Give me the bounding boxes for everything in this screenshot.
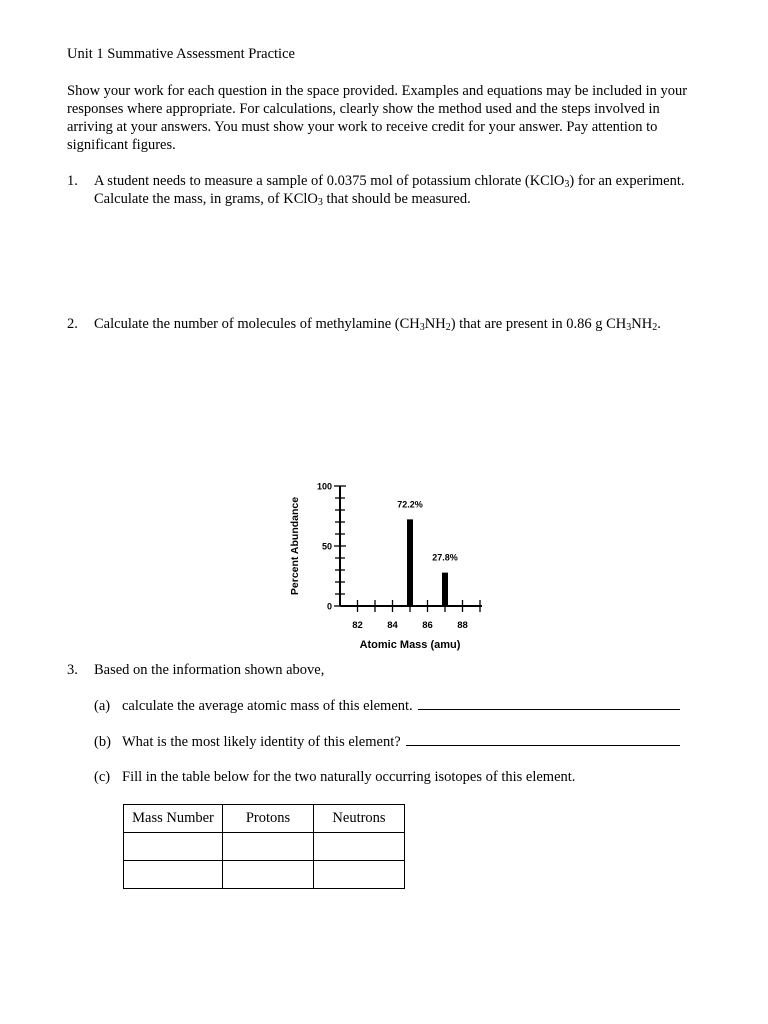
page-title: Unit 1 Summative Assessment Practice bbox=[67, 46, 295, 62]
bar-data-label: 72.2% bbox=[397, 499, 423, 510]
question-number: 3. bbox=[67, 662, 78, 678]
mass-spectrum-chart bbox=[280, 470, 500, 660]
y-tick-label: 100 bbox=[316, 481, 332, 492]
isotope-table bbox=[123, 804, 405, 889]
part-label: (b) bbox=[94, 734, 111, 750]
x-tick-label: 82 bbox=[352, 620, 363, 631]
table-cell[interactable] bbox=[223, 833, 314, 861]
question-text: Based on the information shown above, bbox=[94, 662, 325, 678]
bar-data-label: 27.8% bbox=[432, 552, 458, 563]
table-cell[interactable] bbox=[223, 861, 314, 889]
x-tick-label: 86 bbox=[422, 620, 433, 631]
question-3b bbox=[94, 733, 680, 751]
x-tick-label: 88 bbox=[457, 620, 468, 631]
header-protons: Protons bbox=[223, 805, 314, 833]
part-label: (a) bbox=[94, 698, 111, 714]
y-tick-label: 50 bbox=[321, 541, 332, 552]
table-header-row bbox=[124, 805, 405, 833]
answer-blank-a[interactable] bbox=[418, 697, 680, 710]
table-cell[interactable] bbox=[314, 861, 405, 889]
header-neutrons: Neutrons bbox=[314, 805, 405, 833]
table-cell[interactable] bbox=[124, 833, 223, 861]
x-tick-label: 84 bbox=[387, 620, 398, 631]
question-2 bbox=[0, 315, 768, 335]
question-3c bbox=[94, 768, 575, 786]
y-tick-label: 0 bbox=[326, 601, 332, 612]
question-number: 2. bbox=[67, 316, 78, 332]
question-text: Calculate the number of molecules of methylamine $(CH_3NH_2)$ that are present in 0.86 g $CH_3NH_2$. bbox=[94, 316, 661, 333]
part-text: calculate the average atomic mass of this element. bbox=[122, 698, 413, 714]
instructions-paragraph: Show your work for each question in the space provided. Examples and equations may be included in your responses where appropriate. For calculations, clearly show the method used and the steps involved in arriving at your answers. You must show your work to receive credit for your answer. Pay attention to significant figures. bbox=[67, 83, 688, 153]
question-3a bbox=[94, 697, 680, 715]
answer-blank-b[interactable] bbox=[406, 733, 680, 746]
header-mass-number: Mass Number bbox=[124, 805, 223, 833]
table-row bbox=[124, 861, 405, 889]
question-number: 1. bbox=[67, 173, 78, 189]
bar bbox=[442, 573, 448, 606]
question-1 bbox=[0, 172, 768, 212]
question-text: A student needs to measure a sample of 0.0375 mol of potassium chlorate (KClO$_3$) for an experiment. Calculate the mass, in grams, of KClO$_3$ that should be measured. bbox=[94, 173, 685, 208]
table-cell[interactable] bbox=[124, 861, 223, 889]
table-cell[interactable] bbox=[314, 833, 405, 861]
y-axis-title: Percent Abundance bbox=[289, 496, 301, 596]
question-3 bbox=[0, 661, 768, 681]
x-axis-title: Atomic Mass (amu) bbox=[359, 639, 461, 651]
table-row bbox=[124, 833, 405, 861]
part-text: Fill in the table below for the two naturally occurring isotopes of this element. bbox=[122, 769, 576, 785]
part-text: What is the most likely identity of this element? bbox=[122, 734, 401, 750]
part-label: (c) bbox=[94, 769, 111, 785]
bar bbox=[407, 519, 413, 606]
